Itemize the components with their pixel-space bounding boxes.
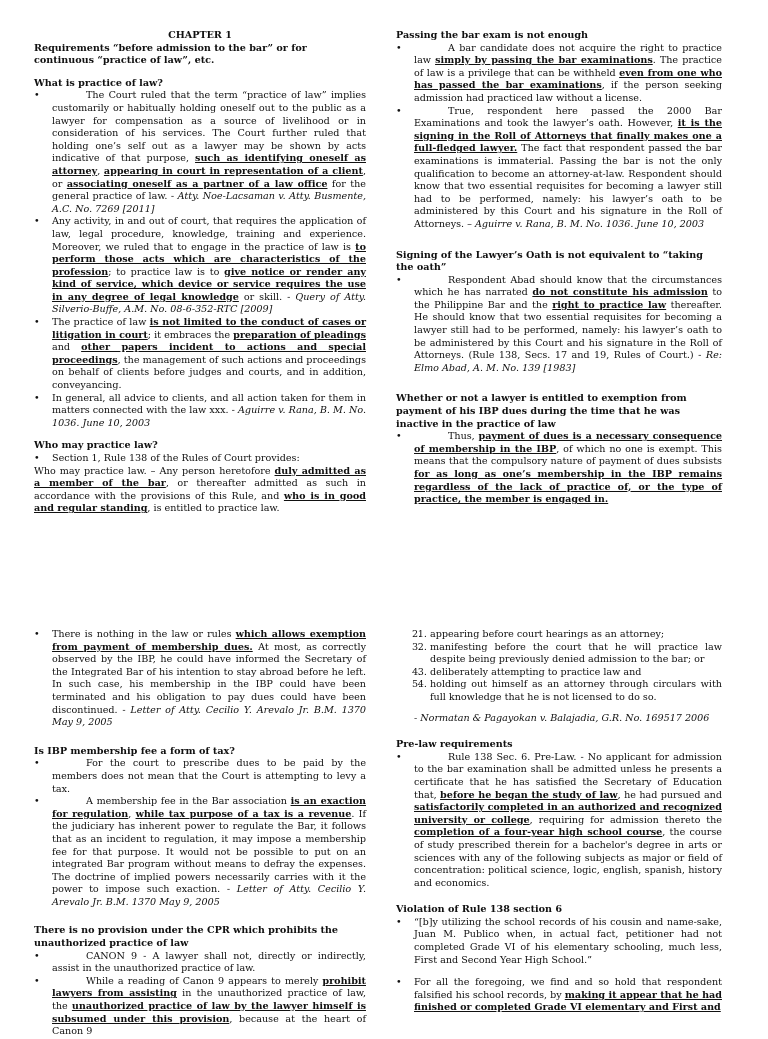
list-item: • “[b]y utilizing the school records of his cousin and name-sake, Juan M. Publico when, in actual fact, petitioner had not completed Grade VI of his elementary schooling, much less, First and Second Year High School.” [396, 917, 722, 967]
list-item: • The practice of law is not limited to the conduct of cases or litigation in court; it embraces the preparation of pleadings and other papers incident to actions and special proceedings, the management of such actions and proceedings on behalf of clients before judges and courts, and in addition, conveyancing. [34, 317, 366, 393]
list-item: • The Court ruled that the term “practice of law” implies customarily or habitually holding oneself out to the public as a lawyer for compensation as a source of livelihood or in consideration of his services. The Court further ruled that holding one’s self out as a lawyer may be shown by acts indicative of that purpose, such as identifying oneself as attorney, appearing in court in representation of a client, or associating oneself as a partner of a law office for the general practice of law. - Atty. Noe-Lacsaman v. Atty. Busmente, A.C. No. 7269 [2011] [34, 90, 366, 216]
left-column [34, 30, 366, 516]
list-item: • While a reading of Canon 9 appears to merely prohibit lawyers from assisting in the unauthorized practice of law, the unauthorized practice of law by the lawyer himself is subsumed under this provision, because at the heart of Canon 9 [34, 976, 366, 1039]
bullet-list [396, 917, 722, 1015]
list-item: 1. 2. appearing before court hearings as an attorney; [430, 629, 722, 642]
subheading-lawyers-oath: Signing of the Lawyer’s Oath is not equivalent to “taking the oath” [396, 249, 703, 274]
list-item: • In general, all advice to clients, and all action taken for them in matters connected with the law xxx. - Aguirre v. Rana, B. M. No. 1036. June 10, 2003 [34, 393, 366, 431]
list-item: • Section 1, Rule 138 of the Rules of Court provides: [34, 453, 366, 466]
list-item: 4. 5. holding out himself as an attorney through circulars with full knowledge that he is not licensed to do so. [430, 679, 722, 704]
rule-text: Who may practice law. – Any person heretofore duly admitted as a member of the bar, or thereafter admitted as such in accordance with the provisions of this Rule, and who is in good and regular standing, is entitled to practice law. [34, 465, 366, 515]
bullet-list [34, 453, 366, 466]
list-item: • There is nothing in the law or rules which allows exemption from payment of membership dues. At most, as correctly observed by the IBP, he could have informed the Secretary of the Integrated Bar of his intention to stay abroad before he left. In such case, his membership in the IBP could have been terminated and his obligation to pay dues could have been discontinued. - Letter of Atty. Cecilio Y. Arevalo Jr. B.M. 1370 May 9, 2005 [34, 629, 366, 730]
list-item: 2. 3. manifesting before the court that he will practice law despite being previously denied admission to the bar; or [430, 642, 722, 667]
list-item: • Rule 138 Sec. 6. Pre-Law. - No applicant for admission to the bar examination shall be admitted unless he presents a certificate that he has satisfied the Secretary of Education that, before he began the study of law, he had pursued and satisfactorily completed in an authorized and recognized university or college, requiring for admission thereto the completion of a four-year high school course, the course of study prescribed therein for a bachelor's degree in arts or sciences with any of the following subjects as major or field of concentration: political science, logic, english, spanish, history and economics. [396, 752, 722, 891]
chapter-heading: CHAPTER 1 [168, 30, 232, 41]
list-item: • Respondent Abad should know that the circumstances which he has narrated do not constitute his admission to the Philippine Bar and the right to practice law thereafter. He should know that two essential requisites for becoming a lawyer still had to be performed, namely: his lawyer’s oath to be administered by this Court and his signature in the Roll of Attorneys. (Rule 138, Secs. 17 and 19, Rules of Court.) - Re: Elmo Abad, A. M. No. 139 [1983] [396, 275, 722, 376]
document-page-2 [0, 620, 768, 1038]
subheading-bar-exam: Passing the bar exam is not enough [396, 30, 589, 41]
subheading-ibp-dues: Whether or not a lawyer is entitled to exemption from payment of his IBP dues during the time that he was inactive in the practice of law [396, 393, 687, 430]
subheading-ibp-fee-tax: Is IBP membership fee a form of tax? [34, 745, 235, 757]
bullet-list [34, 90, 366, 430]
bullet-list [396, 275, 722, 376]
list-item: • A membership fee in the Bar association is an exaction for regulation, while tax purpose of a tax is a revenue. If the judiciary has inherent power to regulate the Bar, it follows that as an incident to regulation, it may impose a membership fee for that purpose. It would not be possible to put on an integrated Bar program without means to defray the expenses. The doctrine of implied powers necessarily carries with it the power to impose such exaction. - Letter of Atty. Cecilio Y. Arevalo Jr. B.M. 1370 May 9, 2005 [34, 796, 366, 909]
subheading-practice-of-law: What is practice of law? [34, 77, 163, 89]
bullet-list [34, 758, 366, 909]
bullet-list [34, 951, 366, 1039]
list-item: • Thus, payment of dues is a necessary consequence of membership in the IBP, of which no one is exempt. This means that the compulsory nature of payment of dues subsists for as long as one’s membership in the IBP remains regardless of the lack of practice of, or the type of practice, the member is engaged in. [396, 431, 722, 507]
list-item: • A bar candidate does not acquire the right to practice law simply by passing the bar examinations. The practice of law is a privilege that can be withheld even from one who has passed the bar examinations, if the person seeking admission had practiced law without a license. [396, 43, 722, 106]
left-column [34, 629, 366, 1039]
list-item: • CANON 9 - A lawyer shall not, directly or indirectly, assist in the unauthorized practice of law. [34, 951, 366, 976]
list-item: • For the court to prescribe dues to be paid by the members does not mean that the Court is attempting to levy a tax. [34, 758, 366, 796]
bullet-list [396, 431, 722, 507]
citation: - Normatan & Pagayokan v. Balajadia, G.R. No. 169517 2006 [414, 712, 710, 724]
list-item: 3. 4. deliberately attempting to practice law and [430, 667, 722, 680]
bullet-list [396, 752, 722, 891]
subheading-pre-law: Pre-law requirements [396, 739, 513, 751]
numbered-list [396, 629, 722, 705]
section-title: Requirements “before admission to the bar” or for continuous “practice of law”, etc. [34, 42, 307, 67]
right-column [396, 30, 722, 507]
bullet-list [396, 43, 722, 232]
subheading-rule-138-violation: Violation of Rule 138 section 6 [396, 904, 563, 916]
subheading-cpr-unauthorized: There is no provision under the CPR which prohibits the unauthorized practice of law [34, 925, 338, 950]
list-item: • For all the foregoing, we find and so hold that respondent falsified his school records, by making it appear that he had finished or completed Grade VI elementary and First and [396, 977, 722, 1015]
subheading-who-may-practice: Who may practice law? [34, 440, 158, 452]
list-item: • True, respondent here passed the 2000 Bar Examinations and took the lawyer’s oath. However, it is the signing in the Roll of Attorneys that finally makes one a full-fledged lawyer. The fact that respondent passed the bar examinations is immaterial. Passing the bar is not the only qualification to become an attorney-at-law. Respondent should know that two essential requisites for becoming a lawyer still had to be performed, namely: his lawyer’s oath to be administered by this Court and his signature in the Roll of Attorneys. – Aguirre v. Rana, B. M. No. 1036. June 10, 2003 [396, 106, 722, 232]
list-item: • Any activity, in and out of court, that requires the application of law, legal procedure, knowledge, training and experience. Moreover, we ruled that to engage in the practice of law is to perform those acts which are characteristics of the profession; to practice law is to give notice or render any kind of service, which device or service requires the use in any degree of legal knowledge or skill. - Query of Atty. Silverio-Buffe, A.M. No. 08-6-352-RTC [2009] [34, 216, 366, 317]
right-column [396, 629, 722, 1015]
bullet-list [34, 629, 366, 730]
